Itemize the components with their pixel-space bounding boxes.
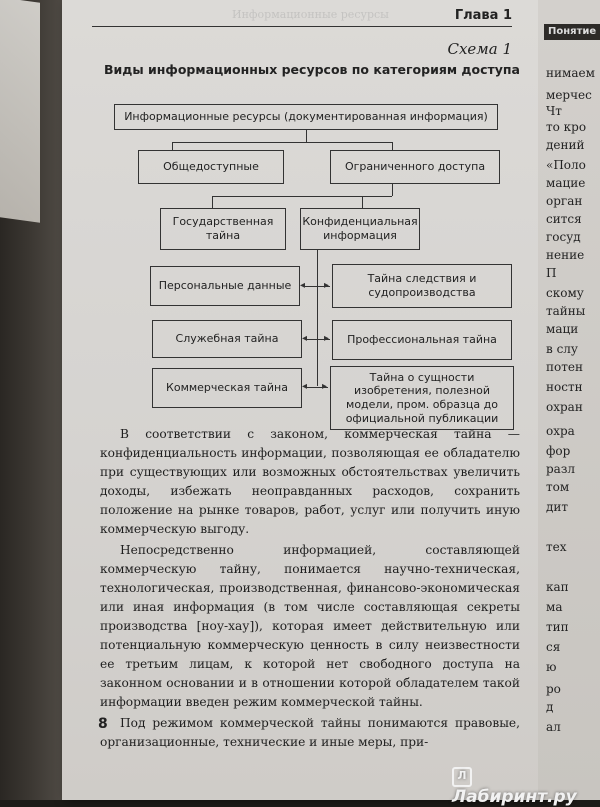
body-text [100, 425, 520, 752]
connector [392, 184, 393, 196]
right-page-line: сится [546, 212, 582, 226]
right-page-line: госуд [546, 230, 581, 244]
right-page-line: дит [546, 500, 569, 514]
right-page-line: скому [546, 286, 584, 300]
right-page-line: охра [546, 424, 575, 438]
connector [212, 196, 392, 197]
paragraph-3: Под режимом коммерческой тайны понимаются правовые, организационные, технические и иные меры, при- [100, 716, 520, 749]
background-object [0, 0, 40, 223]
right-page-line: ностн [546, 380, 583, 394]
right-page-line: потен [546, 360, 583, 374]
right-page-line: д [546, 700, 554, 714]
faint-heading: Информационные ресурсы [232, 8, 389, 21]
running-header [92, 6, 512, 27]
right-page-line: ма [546, 600, 563, 614]
right-page-line: охран [546, 400, 583, 414]
right-page-line: в слу [546, 342, 578, 356]
chapter-label: Глава 1 [454, 8, 512, 23]
right-page-line: тех [546, 540, 567, 554]
right-page-line: фор [546, 444, 571, 458]
page-number: 8 [98, 716, 108, 732]
scheme-title: Виды информационных ресурсов по категориям доступа [103, 62, 520, 77]
connector [212, 196, 213, 208]
right-page-line: орган [546, 194, 583, 208]
right-page-line: нение [546, 248, 585, 262]
right-page-line: ся [546, 640, 561, 654]
box-invention: Тайна о сущности изобретения, полезной модели, пром. образца до официальной публикации [330, 366, 514, 430]
right-page-line: то кро [546, 120, 587, 134]
right-page-line: мацие [546, 176, 586, 190]
box-professional: Профессиональная тайна [332, 320, 512, 360]
arrow-right-icon: ▸ [324, 280, 330, 291]
connector [306, 130, 307, 142]
connector [362, 196, 363, 208]
scheme-number: Схема 1 [447, 40, 512, 58]
right-page-header: Понятие [544, 24, 600, 40]
watermark [452, 762, 600, 807]
arrow-left-icon: ◂ [302, 333, 308, 344]
box-service: Служебная тайна [152, 320, 302, 358]
connector [172, 142, 173, 150]
book-page-right [538, 0, 600, 800]
right-page-line: Чт [546, 104, 562, 118]
right-page-line: ю [546, 660, 557, 674]
book-page-left [62, 0, 542, 800]
box-state-secret: Государственная тайна [160, 208, 286, 250]
right-page-line: тип [546, 620, 569, 634]
right-page-line: тайны [546, 304, 586, 318]
paragraph-1: В соответствии с законом, коммерческая тайна — конфиденциальность информации, позволяющая ее обладателю при существующих или возможных обстоятельствах увеличить доходы, избежать неоправданных расходов, сохранить положение на рынке товаров, работ, услуг или получить иную коммерческую выгоду. [100, 427, 520, 536]
right-page-line: П [546, 266, 557, 280]
connector [172, 142, 392, 143]
right-page-line: кап [546, 580, 569, 594]
arrow-right-icon: ▸ [324, 333, 330, 344]
arrow-right-icon: ▸ [322, 381, 328, 392]
connector [392, 142, 393, 150]
watermark-text: Лабиринт.ру [452, 787, 577, 807]
right-page-line: том [546, 480, 570, 494]
paragraph-2: Непосредственно информацией, составляющей коммерческую тайну, понимается научно-техническая, технологическая, производственная, финансово-экономическая или иная информация (в том числе составляющая секреты производства [ноу-хау]), которая имеет действительную или потенциальную коммерческую ценность в силу неизвестности ее третьим лицам, к которой нет свободного доступа на законном основании и в отношении которой обладателем такой информации введен режим коммерческой тайны. [100, 543, 520, 709]
labirint-logo-icon: Л [452, 767, 472, 787]
box-public: Общедоступные [138, 150, 284, 184]
right-page-line: «Поло [546, 158, 586, 172]
box-commercial: Коммерческая тайна [152, 368, 302, 408]
connector [317, 250, 318, 386]
box-confidential: Конфиденциальная информация [300, 208, 420, 250]
box-root: Информационные ресурсы (документированная информация) [114, 104, 498, 130]
box-investigation: Тайна следствия и судопроизводства [332, 264, 512, 308]
arrow-left-icon: ◂ [300, 280, 306, 291]
box-personal: Персональные данные [150, 266, 300, 306]
right-page-line: нимаем [546, 66, 595, 80]
right-page-line: мерчес [546, 88, 592, 102]
box-restricted: Ограниченного доступа [330, 150, 500, 184]
arrow-left-icon: ◂ [302, 381, 308, 392]
right-page-line: дений [546, 138, 585, 152]
right-page-line: ро [546, 682, 561, 696]
right-page-line: разл [546, 462, 576, 476]
right-page-line: ал [546, 720, 561, 734]
right-page-line: маци [546, 322, 579, 336]
